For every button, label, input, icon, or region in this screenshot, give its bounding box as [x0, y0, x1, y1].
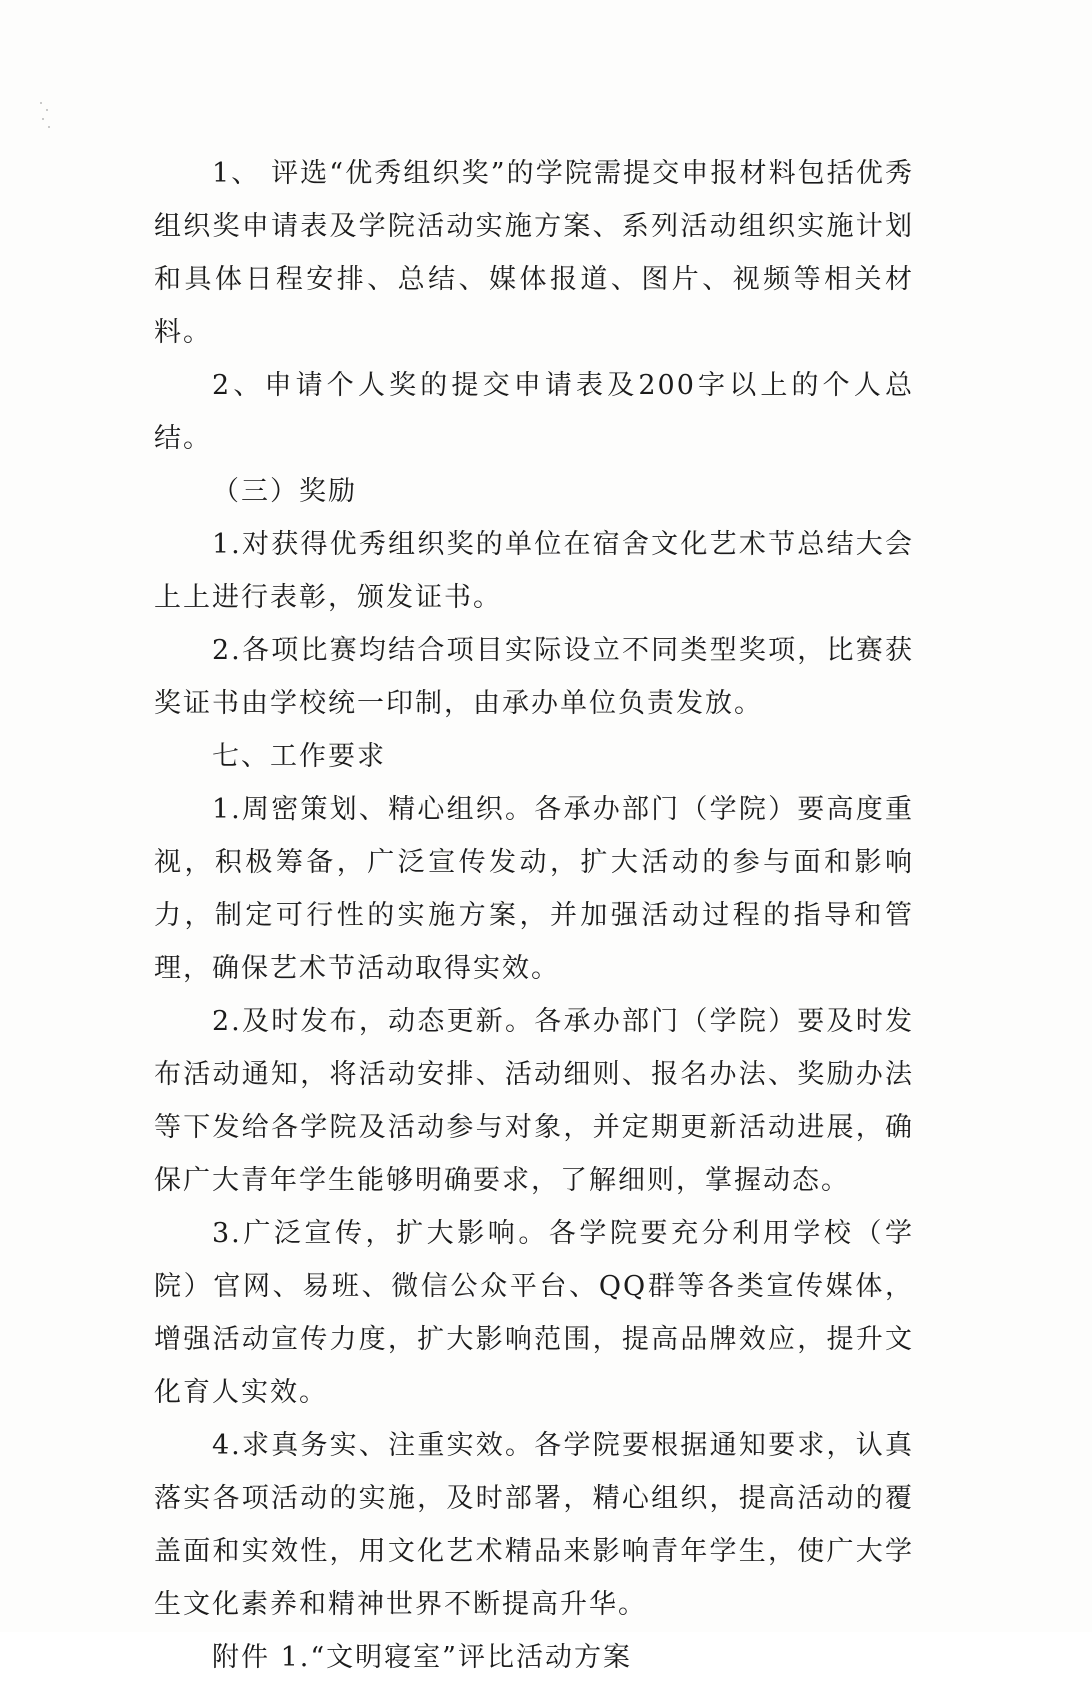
section-heading-rewards: （三）奖励 [212, 476, 357, 507]
scan-speck [38, 100, 52, 140]
paragraph-attachment: 附件 1.“文明寝室”评比活动方案 [212, 1642, 632, 1673]
section-heading-work-requirements: 七、工作要求 [212, 741, 386, 772]
paragraph-individual-award: 2、申请个人奖的提交申请表及200字以上的个人总结。 [154, 370, 914, 454]
paragraph-requirement-2: 2.及时发布，动态更新。各承办部门（学院）要及时发布活动通知，将活动安排、活动细则、报名办法、奖励办法等下发给各学院及活动参与对象，并定期更新活动进展，确保广大青年学生能够明确要求，了解细则，掌握动态。 [154, 1006, 914, 1196]
document-body [154, 147, 914, 1684]
paragraph-reward-2: 2.各项比赛均结合项目实际设立不同类型奖项，比赛获奖证书由学校统一印制，由承办单位负责发放。 [154, 635, 914, 719]
paragraph-award-materials: 1、 评选“优秀组织奖”的学院需提交申报材料包括优秀组织奖申请表及学院活动实施方案、系列活动组织实施计划和具体日程安排、总结、媒体报道、图片、视频等相关材料。 [154, 158, 914, 348]
paragraph-reward-1: 1.对获得优秀组织奖的单位在宿舍文化艺术节总结大会上上进行表彰，颁发证书。 [154, 529, 914, 613]
paragraph-requirement-1: 1.周密策划、精心组织。各承办部门（学院）要高度重视，积极筹备，广泛宣传发动，扩大活动的参与面和影响力，制定可行性的实施方案，并加强活动过程的指导和管理，确保艺术节活动取得实效。 [154, 794, 914, 984]
paragraph-requirement-4: 4.求真务实、注重实效。各学院要根据通知要求，认真落实各项活动的实施，及时部署，精心组织，提高活动的覆盖面和实效性，用文化艺术精品来影响青年学生，使广大学生文化素养和精神世界不断提高升华。 [154, 1430, 914, 1620]
paragraph-requirement-3: 3.广泛宣传，扩大影响。各学院要充分利用学校（学院）官网、易班、微信公众平台、QQ群等各类宣传媒体，增强活动宣传力度，扩大影响范围，提高品牌效应，提升文化育人实效。 [154, 1218, 914, 1408]
